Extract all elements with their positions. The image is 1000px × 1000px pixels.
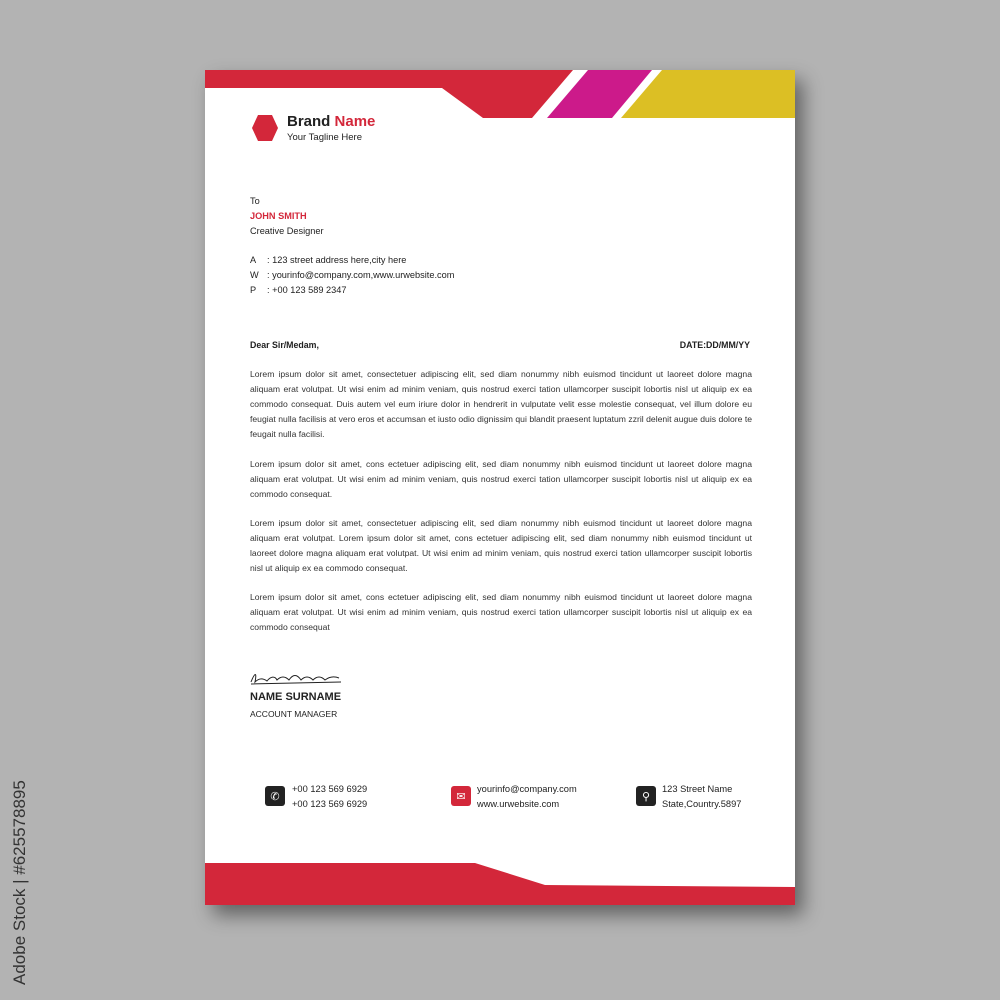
location-pin-icon: ⚲ [636,786,656,806]
letterhead-page [205,70,795,905]
web-label: W [250,270,259,280]
footer-web: yourinfo@company.com www.urwebsite.com [477,784,577,809]
to-label: To [250,196,260,206]
brand-tagline: Your Tagline Here [287,132,362,143]
signature [249,670,344,688]
footer-phone: +00 123 569 6929 +00 123 569 6929 [292,784,368,809]
brand-hexagon-logo [251,114,279,142]
phone-value: : +00 123 589 2347 [267,285,347,295]
recipient-name: JOHN SMITH [250,211,307,221]
body-paragraph: Lorem ipsum dolor sit amet, cons ectetuer adipiscing elit, sed diam nonummy nibh euismod tincidunt ut laoreet dolore magna aliquam erat volutpat. Ut wisi enim ad minim veniam, quis nostrud exerci tation ullamcorper suscipit lobortis nisl ut aliquip ex ea commodo consequat. [250,459,752,499]
header-yellow-stripe [621,70,795,118]
body-paragraph: Lorem ipsum dolor sit amet, cons ectetuer adipiscing elit, sed diam nonummy nibh euismod tincidunt ut laoreet dolore magna aliquam erat volutpat. Ut wisi enim ad minim veniam, quis nostrud exerci tation ullamcorper suscipit lobortis nisl ut aliquip ex ea commodo consequat [250,592,752,632]
footer-address: 123 Street Name State,Country.5897 [662,784,742,809]
salutation: Dear Sir/Medam, [250,340,319,350]
stock-id-label: Adobe Stock | #625578895 [10,780,29,985]
footer-red-band [205,863,795,905]
header-red-band [205,70,573,118]
web-value: : yourinfo@company.com,www.urwebsite.com [267,270,455,280]
phone-label: P [250,285,257,295]
email-icon: ✉ [451,786,471,806]
brand-name: Brand Name [287,113,376,130]
body-paragraph: Lorem ipsum dolor sit amet, consectetuer adipiscing elit, sed diam nonummy nibh euismod tincidunt ut laoreet dolore magna aliquam erat volutpat. Ut wisi enim ad minim veniam, quis nostrud exerci tation ullamcorper suscipit lobortis nisl ut aliquip ex ea commodo consequat. Duis autem vel eum iriure dolor in hendrerit in vulputate velit esse molestie consequat, vel illum dolore eu feugiat nulla facilisis at vero eros et accumsan et iusto odio dignissim qui blandit praesent luptatum zzril delenit augue duis dolore te feugait nulla facilisi. [250,369,752,439]
signer-name: NAME SURNAME [250,691,342,703]
date: DATE:DD/MM/YY [679,340,750,350]
recipient-title: Creative Designer [250,226,324,236]
signer-title: ACCOUNT MANAGER [250,709,338,719]
address-value: : 123 street address here,city here [267,255,407,265]
address-label: A [250,255,257,265]
phone-icon: ✆ [265,786,285,806]
body-paragraph: Lorem ipsum dolor sit amet, consectetuer adipiscing elit, sed diam nonummy nibh euismod tincidunt ut laoreet dolore magna aliquam erat volutpat. Lorem ipsum dolor sit amet, cons ectetuer adipiscing elit, sed diam nonummy nibh euismod tincidunt ut laoreet dolore magna aliquam erat volutpat. Ut wisi enim ad minim veniam, quis nostrud exerci tation ullamcorper suscipit lobortis nisl ut aliquip ex ea commodo consequat. [250,518,752,573]
